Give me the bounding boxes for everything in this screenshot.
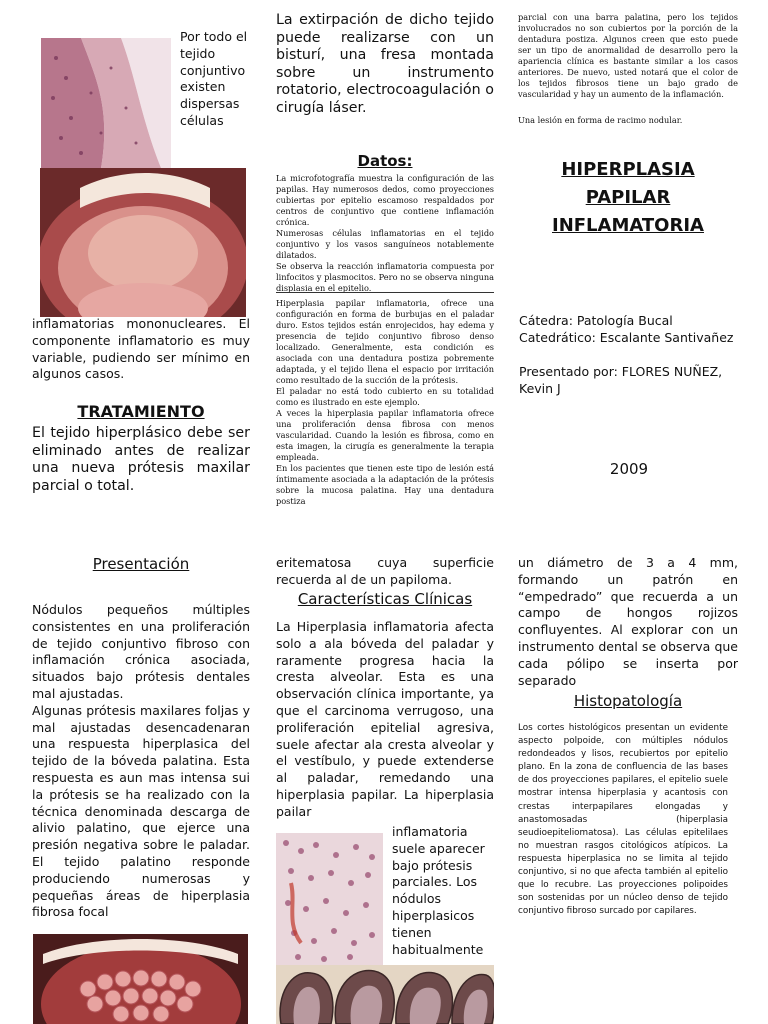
catedratico: Catedrático: Escalante Santivañez [519, 330, 734, 345]
histology-micrograph-image [41, 38, 171, 168]
wrap-line: parciales. Los [392, 874, 477, 890]
wrap-line: inflamatoria [392, 824, 468, 839]
description-paragraph: En los pacientes que tienen este tipo de lesión está íntimamente asociada a la adaptación de la prótesis sobre la mucosa palatina. Hay una dentadura postiza [276, 463, 494, 506]
wrap-text [392, 824, 496, 958]
presentacion-paragraph: Nódulos pequeños múltiples consistentes en una proliferación de tejido conjuntivo fibroso con inflamación crónica asociada, situados bajo prótesis dentales mal ajustadas. [32, 602, 250, 701]
wrap-line: habitualmente [392, 941, 484, 957]
description-paragraph: Hiperplasia papilar inflamatoria, ofrece una configuración en forma de burbujas en el paladar duro. Estos tejidos están enrojecidos, hay edema y presencia de tejido conjuntivo fibroso denso localizado. Generalmente, esta condición es asociada con una dentadura postiza pobremente adaptada, y el tejido llena el espacio por irritación como resultado de la succión de la prótesis. [276, 298, 494, 385]
continuation-text: un diámetro de 3 a 4 mm, formando un patrón en “empedrado” que recuerda a un campo de hongos rojizos confluyentes. Al explorar con un instrumento dental se observa que cada pólipo se inserta por separado [518, 555, 738, 688]
palate-clinical-photo [40, 168, 246, 317]
nodular-palate-photo [33, 934, 248, 1024]
wrap-line: tienen [392, 924, 432, 940]
presentacion-text [32, 602, 250, 921]
document-title [518, 156, 738, 240]
title-line: PAPILAR [585, 187, 671, 208]
tratamiento-text: El tejido hiperplásico debe ser eliminado antes de realizar una nueva prótesis maxilar parcial o total. [32, 425, 250, 494]
wrap-line: suele aparecer [392, 840, 485, 856]
hiperplasia-description [276, 298, 494, 507]
lesion-note: Una lesión en forma de racimo nodular. [518, 115, 683, 125]
image-caption: Por todo el tejido conjuntivo existen dispersas células [180, 29, 248, 128]
datos-heading: Datos: [357, 152, 413, 170]
caracteristicas-heading: Características Clínicas [297, 590, 473, 608]
histopatologia-text: Los cortes histológicos presentan un evidente aspecto polpoide, con múltiples nódulos redondeados y lisos, recubiertos por epitelio plano. En la zona de confluencia de las bases de dos proyecciones papilares, el epitelio suele mostrar intensa hiperplasia y acantosis con crestas interpapilares elongadas y anastomosadas (hiperplasia seudioepiteliomatosa). Las células epitelilaes no muestran rasgos citológicos atípicos. La respuesta hiperplasica no se limita al tejido conjuntivo, si no que afecta también al epitelio que lo recubre. Las proyecciones polipoides son sostenidas por un núcleo denso de tejido conjuntivo fibroso surcado por capilares. [518, 723, 728, 917]
wrap-line: nódulos [392, 891, 442, 907]
description-paragraph: A veces la hiperplasia papilar inflamatoria ofrece una proliferación densa fibrosa con menos vascularidad. Cuando la lesión es fibrosa, como en esta imagen, la cirugía es generalmente la terapia empleada. [276, 408, 494, 462]
title-line: INFLAMATORIA [552, 215, 704, 236]
intro-paragraph: La extirpación de dicho tejido puede realizarse con un bisturí, una fresa montada sobre un instrumento rotatorio, electrocoagulación o cirugía láser. [276, 12, 494, 116]
datos-paragraph: Numerosas células inflamatorias en el tejido conjuntivo y los vasos sanguíneos notablemente dilatados. [276, 228, 494, 260]
wrap-line: hiperplasicos [392, 907, 475, 923]
histopatologia-heading: Histopatología [573, 692, 683, 710]
continuation-text: parcial con una barra palatina, pero los tejidos involucrados no son cubiertos por la porción de la dentadura postiza. Algunos creen que esto puede ser un tipo de anormalidad de desarrollo pero la apariencia clínica es bastante similar a los casos anteriores. De nuevo, usted notará que el color de los tejidos fibrosos tiene un bajo grado de vascularidad y hay un aumento de la inflamación. [518, 12, 738, 99]
datos-paragraph: La microfotografía muestra la configuración de las papilas. Hay numerosos dedos, como proyecciones cubiertas por epitelio escamoso respaldados por centros de conjuntivo que contiene inflamación crónica. [276, 173, 494, 227]
presentacion-paragraph: Algunas prótesis maxilares foljas y mal ajustadas desencadenaran una respuesta hiperplasica del tejido de la bóveda palatina. Esta respuesta es aun mas intensa sui la prótesis se ha realizado con la técnica denominada descarga de alivio palatino, que ejerce una presión negativa sobre le paladar. El tejido palatino responde produciendo numerosas y pequeñas áreas de hiperplasia fibrosa focal [32, 702, 250, 920]
datos-paragraph: Se observa la reacción inflamatoria compuesta por linfocitos y plasmocitos. Pero no se observa ninguna displasia en el epitelio. [276, 261, 494, 293]
catedra: Cátedra: Patología Bucal [519, 313, 673, 328]
wrap-line: bajo prótesis [392, 857, 473, 873]
description-paragraph: El paladar no está todo cubierto en su totalidad como es ilustrado en este ejemplo. [276, 386, 494, 407]
year: 2009 [609, 460, 649, 478]
histology-papillae-image [276, 965, 494, 1024]
presentacion-heading: Presentación [92, 555, 190, 573]
continuation-text: inflamatorias mononucleares. El componente inflamatorio es muy variable, pudiendo ser mínimo en algunos casos. [32, 316, 250, 382]
title-line: HIPERPLASIA [561, 159, 695, 180]
datos-text [276, 173, 494, 294]
caracteristicas-text: La Hiperplasia inflamatoria afecta solo a ala bóveda del paladar y raramente progresa hacia la cresta alveolar. Esta es una observación clínica importante, ya que el carcinoma verrugoso, una proliferación epitelial agresiva, suele afectar ala cresta alveolar y el vestíbulo, y puede extenderse al paladar, remedando una hiperplasia papilar. La hiperplasia pailar [276, 619, 494, 819]
presentado-por: Presentado por: FLORES NUÑEZ, Kevin J [519, 364, 723, 396]
histology-small-image [276, 833, 383, 965]
tratamiento-heading: TRATAMIENTO [77, 402, 205, 421]
continuation-text: eritematosa cuya superficie recuerda al de un papiloma. [276, 555, 494, 587]
divider [276, 292, 494, 293]
